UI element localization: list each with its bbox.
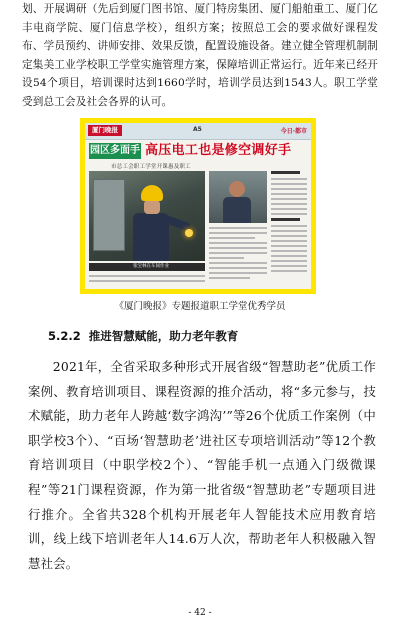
spark-shape: [185, 229, 193, 237]
newspaper-logo: 厦门晚报: [88, 125, 122, 136]
article-side-column: [271, 171, 307, 279]
portrait-body-shape: [223, 197, 251, 223]
hard-hat-shape: [141, 185, 163, 201]
continued-paragraph: 划、开展调研（先后到厦门图书馆、厦门特房集团、厦门船舶重工、厦门亿丰电商学院、厦门信息学校），组织方案；按照总工会的要求做好课程发布、学员预约、讲师安排、效果反馈，配置设施设备。建立健全管理机制制定集美工业学校职工学堂实施管理方案，保障培训正常运行。近年来已经开设54个项目，培训课时达到1660学时，培训学员达到1543人。职工学堂受到总工会及社会各界的认可。: [22, 3, 378, 108]
article-text-block: [209, 227, 267, 282]
body-paragraph: 2021年，全省采取多种形式开展省级“智慧助老”优质工作案例、教育培训项目、课程资源的推介活动，将“多元参与，技术赋能，助力老年人跨越‘数字鸿沟’”等26个优质工作案例（中职学校3个）、“百场‘智慧助老’进社区专项培训活动”等12个教育培训项目（中职学校2个）、“智能手机一点通入门级微课程”等21门课程资源，作为第一批省级“智慧助老”专题项目进行推介。全省共328个机构开展老年人智能技术应用教育培训，线上线下培训老年人14.6万人次，帮助老年人积极融入智慧社会。: [28, 359, 376, 571]
portrait-head-shape: [229, 181, 245, 197]
newspaper-section: 今日·都市: [280, 128, 307, 135]
newspaper-headline: 高压电工也是修空调好手: [145, 143, 292, 158]
article-bottom-text: [89, 275, 205, 285]
portrait-photo: [209, 171, 267, 223]
newspaper-masthead: [85, 123, 311, 140]
section-title: 推进智慧赋能，助力老年教育: [88, 329, 239, 343]
page-number: - 42 -: [188, 608, 212, 618]
newspaper-clipping-figure: [80, 118, 316, 294]
figure-caption: 《厦门晚报》专题报道职工学堂优秀学员: [114, 301, 286, 312]
worker-photo: [89, 171, 205, 261]
section-heading: [48, 327, 238, 345]
newspaper-subheadline: 市总工会职工学堂开课惠及职工: [111, 164, 191, 170]
headline-tag: 园区多面手: [89, 143, 141, 159]
worker-face-shape: [144, 200, 160, 214]
machine-shape: [93, 179, 125, 251]
newspaper-page-number: A5: [193, 126, 202, 133]
photo-caption: 张宝林在车间作业: [133, 264, 169, 269]
section-number: 5.2.2: [48, 329, 81, 343]
newspaper-page: [85, 123, 311, 289]
